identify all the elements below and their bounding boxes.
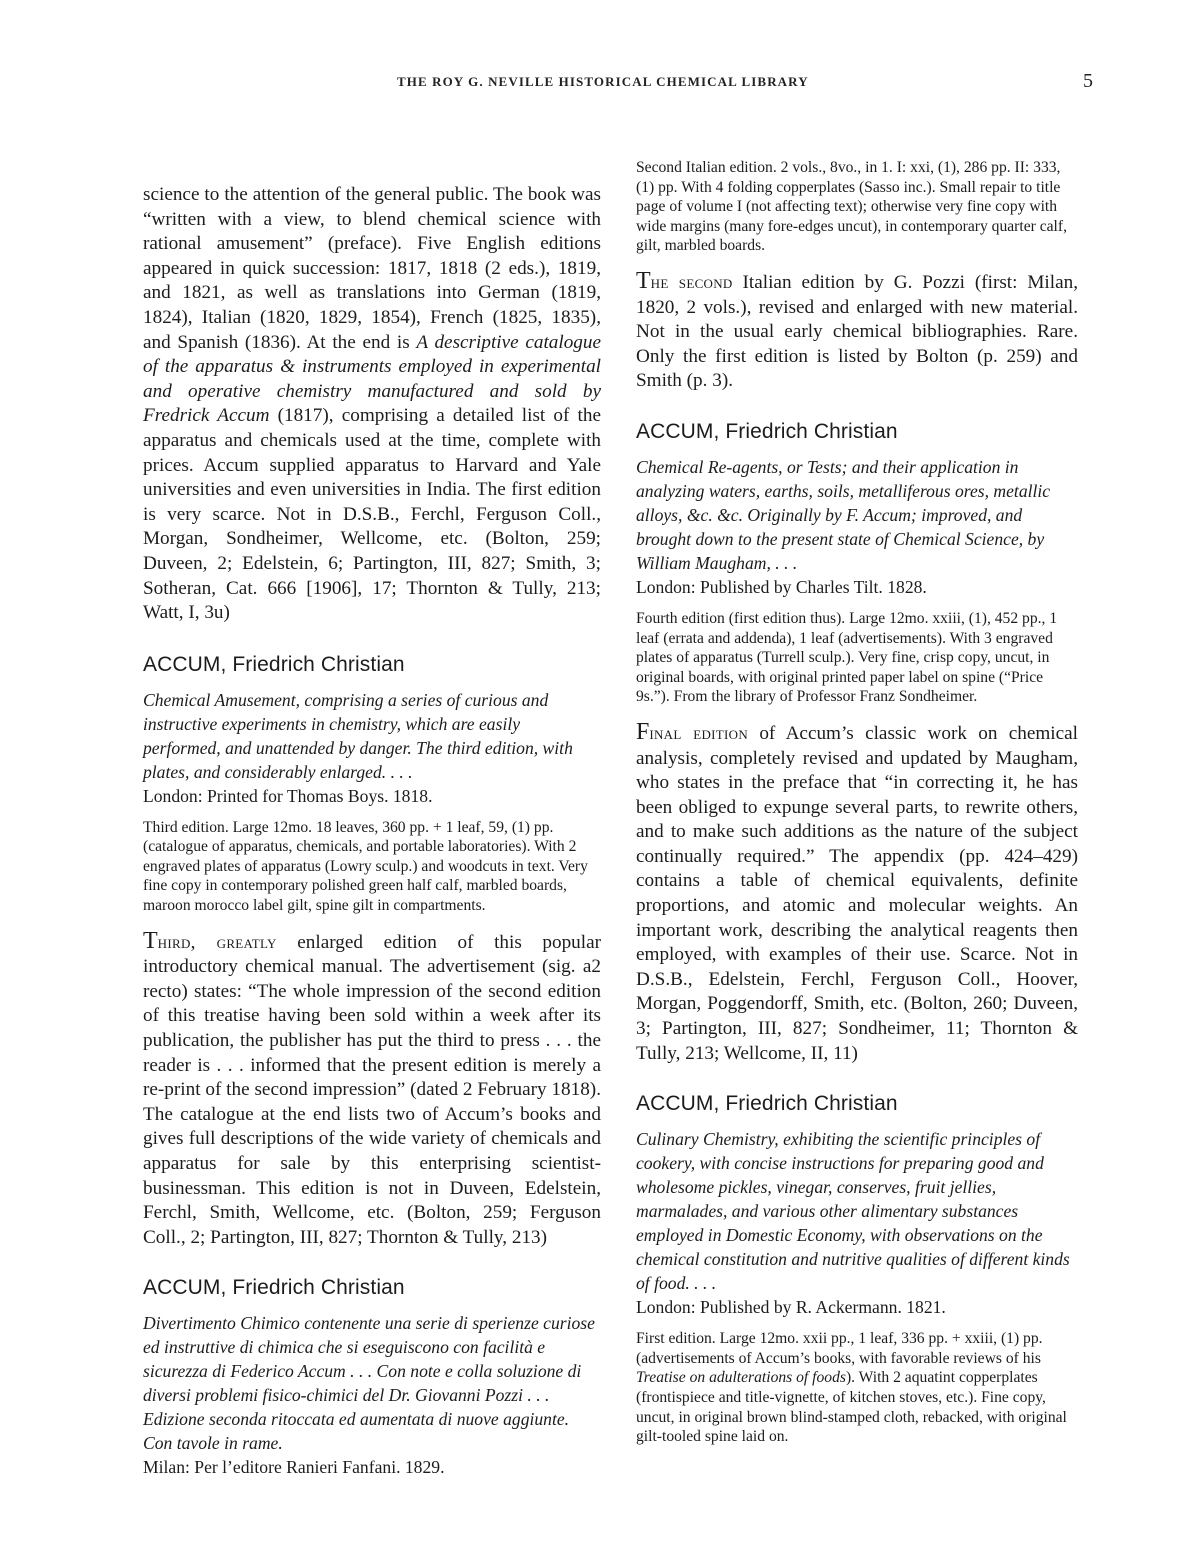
note-text: enlarged edition of this popular introductory chemical manual. The advertisement (sig. a2 recto) states: “The whole impression of the second edition of this treatise having been sold within a week after its publication, the publisher has put the third to press . . . the reader is . . . informed that the present edition is merely a re-print of the second impression” (dated 2 February 1818). The catalogue at the end lists two of Accum’s books and gives full descriptions of the wide variety of chemicals and apparatus for sale by this enterprising scientist-businessman. This edition is not in Duveen, Edelstein, Ferchl, Smith, Wellcome, etc. (Bolton, 259; Ferguson Coll., 2; Partington, III, 827; Thornton & Tully, 213) [143, 931, 602, 1248]
page-number: 5 [1083, 70, 1093, 92]
entry-note [636, 720, 1078, 1066]
left-column [143, 183, 601, 1479]
entry-imprint: Milan: Per l’editore Ranieri Fanfani. 1829. [143, 1457, 445, 1478]
catalogue-entry [143, 653, 601, 1251]
entry-heading: ACCUM, Friedrich Christian [143, 1276, 405, 1300]
entry-title: Chemical Re-agents, or Tests; and their application in analyzing waters, earths, soils, metalliferous ores, metallic alloys, &c. &c. Originally by F. Accum; improved, and brought down to the present state of Chemical Science, by William Maugham, . . . [636, 456, 1051, 573]
catalogue-title-italic: A descriptive catalogue of the apparatus & instruments employed in experimental and operative chemistry manufactured and sold by Fredrick Accum [143, 331, 602, 427]
catalogue-entry [636, 420, 1078, 1066]
entry-collation [636, 1329, 1078, 1447]
drop-letter: T [636, 267, 651, 294]
note-text: of Accum’s classic work on chemical analysis, completely revised and updated by Maugham, who states in the preface that “in correcting it, he has been obliged to expunge several parts, to rewrite others, and to make such additions as the nature of the subject continually required.” The appendix (pp. 424–429) contains a table of chemical equivalents, definite proportions, and atomic and molecular weights. An important work, describing the analytical reagents then employed, with examples of their use. Scarce. Not in D.S.B., Edelstein, Ferchl, Ferguson Coll., Hoover, Morgan, Poggendorff, Smith, etc. (Bolton, 260; Duveen, 3; Partington, III, 827; Sondheimer, 11; Thornton & Tully, 213; Wellcome, II, 11) [636, 722, 1079, 1064]
collation-text-end: ). With 2 aquatint copperplates (frontispiece and title-vignette, of kitchen stoves, etc.). Fine copy, uncut, in original brown blind-stamped cloth, rebacked, with original gilt-tooled spine laid on. [636, 1369, 1067, 1446]
continuation-paragraph [143, 183, 601, 626]
continuation-text: science to the attention of the general public. The book was “written with a view, to blend chemical science with rational amusement” (preface). Five English editions appeared in quick succession: 1817, 1818 (2 eds.), 1819, and 1821, as well as translations into German (1819, 1824), Italian (1820, 1829, 1854), French (1825, 1835), and Spanish (1836). At the end is [143, 184, 601, 353]
collation-italic-title: Treatise on adulterations of foods [636, 1369, 846, 1387]
note-text: Italian edition by G. Pozzi (first: Milan, 1820, 2 vols.), revised and enlarged with new material. Not in the usual early chemical bibliographies. Rare. Only the first edition is listed by Bolton (p. 259) and Smith (p. 3). [636, 271, 1078, 392]
right-column [636, 158, 1078, 1447]
entry-note [143, 929, 601, 1251]
entry-collation: Third edition. Large 12mo. 18 leaves, 360 pp. + 1 leaf, 59, (1) pp. (catalogue of apparatus, chemicals, and portable laboratories). With 2 engraved plates of apparatus (Lowry sculp.) and woodcuts in text. Very fine copy in contemporary polished green half calf, marbled boards, maroon morocco label gilt, spine gilt in compartments. [143, 818, 588, 915]
running-title: THE ROY G. NEVILLE HISTORICAL CHEMICAL LIBRARY [397, 74, 809, 89]
drop-letter: T [143, 927, 158, 954]
collation-text: First edition. Large 12mo. xxii pp., 1 leaf, 336 pp. + xxiii, (1) pp. (advertisements of Accum’s books, with favorable reviews of his [636, 1330, 1043, 1367]
entry-title: Divertimento Chimico contenente una serie di sperienze curiose ed instruttive di chimica che si eseguiscono con facilità e sicurezza di Federico Accum . . . Con note e colla soluzione di diversi problemi fisico-chimici del Dr. Giovanni Pozzi . . . Edizione seconda ritoccata ed aumentata di nuove aggiunte. Con tavole in rame. [143, 1313, 595, 1454]
catalogue-entry [143, 1276, 601, 1479]
entry-imprint: London: Published by Charles Tilt. 1828. [636, 576, 927, 597]
entry-note [636, 269, 1078, 394]
entry-imprint: London: Printed for Thomas Boys. 1818. [143, 785, 433, 806]
continuation-text-end: (1817), comprising a detailed list of the apparatus and chemicals used at the time, complete with prices. Accum supplied apparatus to Harvard and Yale universities and even universities in India. The first edition is very scarce. Not in D.S.B., Ferchl, Ferguson Coll., Morgan, Sondheimer, Wellcome, etc. (Bolton, 259; Duveen, 2; Edelstein, 6; Partington, III, 827; Smith, 3; Sotheran, Cat. 666 [1906], 17; Thornton & Tully, 213; Watt, I, 3u) [143, 405, 601, 624]
small-caps-lead: hird, greatly [157, 931, 277, 953]
entry-title: Chemical Amusement, comprising a series of curious and instructive experiments in chemistry, which are easily performed, and unattended by danger. The third edition, with plates, and considerably enlarged. . . . [143, 689, 573, 782]
catalogue-entry [636, 1092, 1078, 1447]
small-caps-lead: inal edition [649, 722, 749, 744]
entry-heading: ACCUM, Friedrich Christian [143, 652, 405, 676]
entry-title: Culinary Chemistry, exhibiting the scientific principles of cookery, with concise instructions for preparing good and wholesome pickles, vinegar, conserves, fruit jellies, marmalades, and various other alimentary substances employed in Domestic Economy, with observations on the chemical constitution and nutritive qualities of different kinds of food. . . . [636, 1129, 1070, 1294]
small-caps-lead: he second [650, 271, 733, 293]
entry-collation: Second Italian edition. 2 vols., 8vo., in 1. I: xxi, (1), 286 pp. II: 333, (1) pp. With 4 folding copperplates (Sasso inc.). Small repair to title page of volume I (not affecting text); otherwise very fine copy with wide margins (many fore-edges uncut), in contemporary quarter calf, gilt, marbled boards. [636, 159, 1067, 255]
entry-heading: ACCUM, Friedrich Christian [636, 419, 898, 443]
entry-imprint: London: Published by R. Ackermann. 1821. [636, 1297, 946, 1318]
entry-collation: Fourth edition (first edition thus). Large 12mo. xxiii, (1), 452 pp., 1 leaf (errata and addenda), 1 leaf (advertisements). With 3 engraved plates of apparatus (Turrell sculp.). Very fine, crisp copy, uncut, in original boards, with original printed paper label on spine (“Price 9s.”). From the library of Professor Franz Sondheimer. [636, 609, 1058, 706]
entry-heading: ACCUM, Friedrich Christian [636, 1092, 898, 1116]
drop-letter: F [636, 718, 650, 745]
